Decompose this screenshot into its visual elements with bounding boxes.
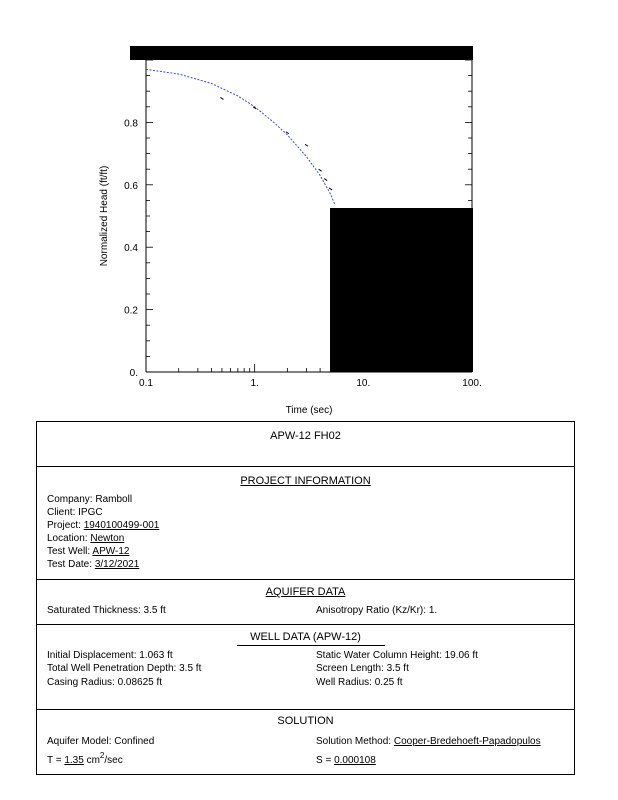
project-label: Project: (47, 520, 81, 531)
test-well-label: Test Well: (47, 546, 91, 557)
test-well-value: APW-12 (92, 546, 130, 557)
data-point (319, 169, 322, 171)
test-date-label: Test Date: (47, 559, 93, 570)
y-tick-label: 0.4 (124, 243, 138, 255)
company-row (47, 494, 132, 506)
divider (37, 624, 574, 625)
redaction-bar-top (130, 46, 473, 60)
report-panel (36, 421, 575, 775)
company-value: Ramboll (95, 494, 133, 505)
location-row (47, 533, 124, 545)
data-point (324, 179, 327, 181)
observed-points (220, 97, 336, 211)
test-date-row (47, 559, 139, 571)
y-tick-label: 0.8 (124, 118, 138, 130)
y-tick-label: 0.2 (124, 305, 138, 317)
t-unit: cm (83, 755, 100, 766)
data-point (220, 97, 223, 99)
casing-radius: Casing Radius: 0.08625 ft (47, 677, 163, 688)
solution-heading: SOLUTION (277, 715, 334, 727)
well-radius: Well Radius: 0.25 ft (316, 677, 403, 688)
y-tick-label: 0. (129, 368, 138, 379)
data-point (329, 188, 332, 190)
divider (37, 709, 574, 710)
redaction-block (330, 208, 473, 372)
location-label: Location: (47, 533, 88, 544)
initial-displacement: Initial Displacement: 1.063 ft (47, 650, 173, 661)
s-value: 0.000108 (334, 755, 376, 766)
report-title: APW-12 FH02 (270, 430, 341, 442)
x-tick-label: 100. (462, 378, 482, 389)
client-row (47, 507, 103, 519)
well-data-heading-underline (237, 645, 385, 646)
aquifer-model: Aquifer Model: Confined (47, 736, 155, 747)
type-curve-line (146, 69, 335, 205)
client-label: Client: (47, 507, 76, 518)
test-date-value: 3/12/2021 (94, 559, 140, 570)
location-value: Newton (90, 533, 125, 544)
client-value: IPGC (78, 507, 103, 518)
type-curve (146, 69, 335, 205)
well-data-heading: WELL DATA (APW-12) (250, 631, 361, 643)
static-water-column-height: Static Water Column Height: 19.06 ft (316, 650, 478, 661)
divider (37, 466, 574, 467)
t-exponent: 2 (99, 751, 105, 760)
t-prefix: T = (47, 755, 65, 766)
divider (37, 579, 574, 580)
saturated-thickness: Saturated Thickness: 3.5 ft (47, 605, 166, 616)
t-suffix: /sec (104, 755, 123, 766)
anisotropy-ratio: Anisotropy Ratio (Kz/Kr): 1. (316, 605, 438, 616)
project-row (47, 520, 159, 532)
solution-method-value: Cooper-Bredehoeft-Papadopulos (393, 736, 541, 747)
x-axis-label: Time (sec) (285, 405, 333, 416)
aquifer-data-heading: AQUIFER DATA (265, 586, 346, 598)
y-axis-label: Normalized Head (ft/ft) (99, 165, 110, 267)
t-value: 1.35 (64, 755, 84, 766)
project-info-heading: PROJECT INFORMATION (240, 475, 371, 487)
project-value: 1940100499-001 (83, 520, 160, 531)
x-tick-label: 10. (356, 378, 371, 389)
x-tick-label: 0.1 (139, 378, 153, 389)
screen-length: Screen Length: 3.5 ft (316, 663, 409, 674)
test-well-row (47, 546, 129, 558)
data-point (305, 144, 308, 146)
solution-method-label: Solution Method: (316, 736, 392, 747)
storativity-row (316, 755, 376, 767)
company-label: Company: (47, 494, 93, 505)
s-prefix: S = (316, 755, 335, 766)
x-tick-label: 1. (250, 378, 259, 389)
y-tick-label: 0.6 (124, 180, 138, 192)
solution-method-row (316, 736, 541, 748)
transmissivity-row (47, 751, 123, 767)
penetration-depth: Total Well Penetration Depth: 3.5 ft (47, 663, 202, 674)
